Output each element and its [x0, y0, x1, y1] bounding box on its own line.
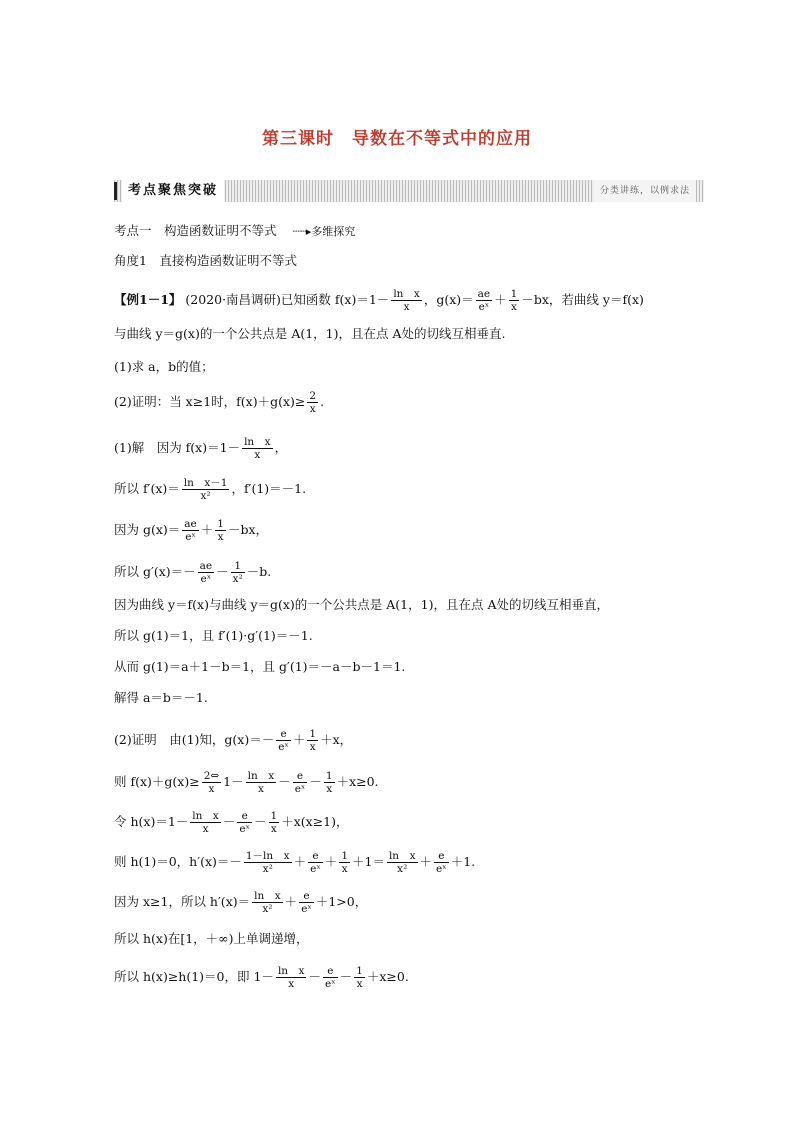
question-2: (2)证明：当 x≥1时，f(x)＋g(x)≥ $\frac{2}{x}$ .: [114, 390, 325, 415]
text: ，g(x)＝: [423, 292, 474, 307]
solution-line-8: 解得 a＝b＝－1.: [114, 690, 208, 705]
example-line-2: 与曲线 y＝g(x)的一个公共点是 A(1，1)，且在点 A处的切线互相垂直.: [114, 326, 506, 341]
fraction: $\frac{ae}{\text{eˣ}}$: [184, 518, 197, 543]
example-label: 【例1－1】: [114, 292, 182, 307]
fraction: $\frac{ae}{\text{eˣ}}$: [477, 288, 491, 313]
kaodian-text: 考点一 构造函数证明不等式: [114, 223, 277, 238]
fraction: $\frac{e}{\text{eˣ}}$: [325, 965, 336, 990]
fraction: $\frac{\text{ln x}}{\text{x²}}$: [254, 890, 281, 915]
fraction: $\frac{e}{\text{eˣ}}$: [301, 890, 312, 915]
text: －bx，若曲线 y＝f(x): [521, 292, 644, 307]
example-source: (2020·南昌调研)已知函数: [185, 292, 331, 307]
fraction: $\frac{1}{x}$: [309, 728, 317, 753]
banner-bar: [114, 182, 117, 200]
section-banner: [114, 180, 704, 202]
solution-line-2: 所以 f′(x)＝ $\frac{\text{ln x－1}}{\text{x²}}$ ，f′(1)＝－1.: [114, 477, 307, 502]
solution-line-3: 因为 g(x)＝ $\frac{ae}{\text{eˣ}}$ ＋ $\frac{1}{x}$ －bx，: [114, 518, 269, 543]
fraction: $\frac{\text{ln x}}{x}$: [277, 965, 305, 990]
solution-line-4: 所以 g′(x)＝－ $\frac{ae}{\text{eˣ}}$ － $\frac{1}{\text{x²}}$ －b.: [114, 560, 272, 585]
fraction: $\frac{2}{x}$: [309, 390, 317, 415]
fraction: $\frac{\text{ln x}}{x}$: [393, 288, 420, 313]
fraction: $\frac{1}{x}$: [270, 810, 278, 835]
fraction: $\frac{1}{x}$: [341, 850, 348, 875]
fraction: $\frac{1}{\text{x²}}$: [232, 560, 243, 585]
banner-title: 考点聚焦突破: [122, 180, 224, 202]
text: f(x)＝1－: [334, 292, 390, 307]
proof-line-5: 因为 x≥1，所以 h′(x)＝ $\frac{\text{ln x}}{\text{x²}}$ ＋ $\frac{e}{\text{eˣ}}$ ＋1>0，: [114, 890, 368, 915]
proof-line-7: 所以 h(x)≥h(1)＝0，即 1－ $\frac{\text{ln x}}{x}$ － $\frac{e}{\text{eˣ}}$ － $\frac{1}{x}$ ＋x≥0.: [114, 965, 409, 990]
fraction: $\frac{e}{\text{eˣ}}$: [436, 850, 447, 875]
fraction: $\frac{\text{ln x}}{x}$: [192, 810, 219, 835]
fraction: $\frac{e}{\text{eˣ}}$: [294, 770, 306, 795]
fraction: $\frac{\text{ln x}}{x}$: [247, 770, 275, 795]
proof-line-3: 令 h(x)＝1－ $\frac{\text{ln x}}{x}$ － $\frac{e}{\text{eˣ}}$ － $\frac{1}{x}$ ＋x(x≥1)，: [114, 810, 349, 835]
kaodian-heading: [114, 222, 355, 241]
fraction: $\frac{\text{1－ln x}}{\text{x²}}$: [245, 850, 290, 875]
example-line-1: 【例1－1】 (2020·南昌调研)已知函数 f(x)＝1－ $\frac{\text{ln x}}{x}$ ，g(x)＝ $\frac{ae}{\text{eˣ}}$ ＋ $\frac{1}{x}$ －bx，若曲线 y＝f(x): [114, 288, 644, 313]
proof-line-2: 则 f(x)＋g(x)≥ $\frac{2\Leftrightarrow}{x}$ 1－ $\frac{\text{ln x}}{x}$ － $\frac{e}{\text{eˣ}}$ － $\frac{1}{x}$ ＋x≥0.: [114, 770, 379, 795]
fraction: $\frac{e}{\text{eˣ}}$: [310, 850, 321, 875]
fraction: $\frac{\text{ln x－1}}{\text{x²}}$: [183, 477, 228, 502]
fraction: $\frac{2\Leftrightarrow}{x}$: [203, 770, 220, 795]
proof-line-1: (2)证明 由(1)知，g(x)＝－ $\frac{e}{\text{eˣ}}$ ＋ $\frac{1}{x}$ ＋x，: [114, 728, 353, 753]
question-1: (1)求 a，b的值；: [114, 359, 214, 374]
solution-line-1: (1)解 因为 f(x)＝1－ $\frac{\text{ln x}}{x}$ ，: [114, 436, 288, 461]
fraction: $\frac{e}{\text{eˣ}}$: [239, 810, 251, 835]
jiaodu-heading: 角度1 直接构造函数证明不等式: [114, 253, 297, 268]
solution-line-6: 所以 g(1)＝1，且 f′(1)·g′(1)＝－1.: [114, 628, 313, 643]
kaodian-tag: ┈┈▸多维探究: [292, 225, 356, 238]
proof-line-4: 则 h(1)＝0，h′(x)＝－ $\frac{\text{1－ln x}}{\text{x²}}$ ＋ $\frac{e}{\text{eˣ}}$ ＋ $\frac{1}{x}$ ＋1＝ $\frac{\text{ln x}}{\text{x²}}$ ＋ $\frac{e}{\text{eˣ}}$ ＋1.: [114, 850, 476, 875]
fraction: $\frac{1}{x}$: [325, 770, 333, 795]
fraction: $\frac{\text{ln x}}{\text{x²}}$: [388, 850, 416, 875]
fraction: $\frac{1}{x}$: [510, 288, 518, 313]
fraction: $\frac{1}{x}$: [356, 965, 363, 990]
banner-subtitle: 分类讲练，以例求法: [594, 180, 696, 202]
solution-line-5: 因为曲线 y＝f(x)与曲线 y＝g(x)的一个公共点是 A(1，1)，且在点 A处的切线互相垂直，: [114, 597, 609, 612]
page-title: 第三课时 导数在不等式中的应用: [262, 129, 532, 149]
proof-line-6: 所以 h(x)在[1，＋∞)上单调递增，: [114, 931, 309, 946]
fraction: $\frac{1}{x}$: [217, 518, 224, 543]
solution-line-7: 从而 g(1)＝a＋1－b＝1，且 g′(1)＝－a－b－1＝1.: [114, 659, 406, 674]
fraction: $\frac{ae}{\text{eˣ}}$: [199, 560, 213, 585]
fraction: $\frac{\text{ln x}}{x}$: [244, 436, 271, 461]
fraction: $\frac{e}{\text{eˣ}}$: [278, 728, 289, 753]
